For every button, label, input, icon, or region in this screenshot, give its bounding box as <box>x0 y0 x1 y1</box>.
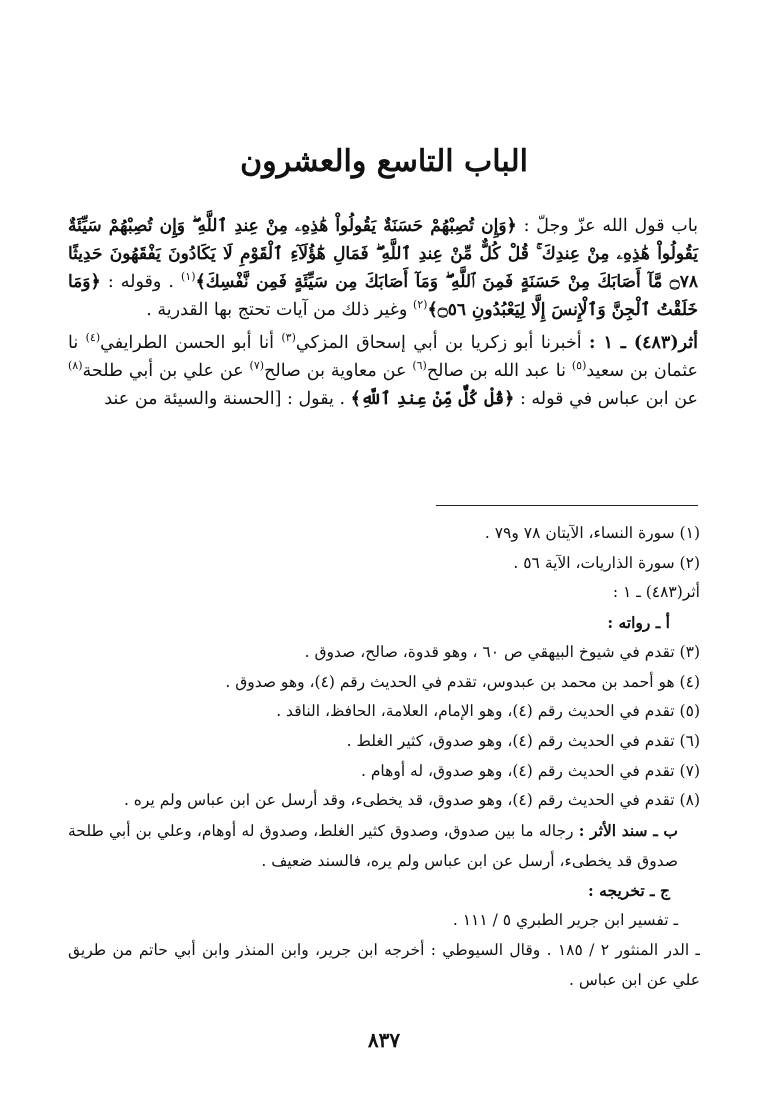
sanad-text: رجاله ما بين صدوق، وصدوق كثير الغلط، وصدوق له أوهام، وعلي بن أبي طلحة صدوق قد يخطىء، أرسل عن ابن عباس ولم يره، فالسند ضعيف . <box>68 822 678 870</box>
sanad-heading: ب ـ سند الأثر : <box>578 821 678 841</box>
ornate-bracket-open: ﴿ <box>506 216 517 236</box>
footnote-7: (٧) تقدم في الحديث رقم (٤)، وهو صدوق، له أوهام . <box>360 761 700 780</box>
quran-verse-nisa: وَإِن تُصِبْهُمْ حَسَنَةٌ يَقُولُواْ هَٰذِهِۦ مِنْ عِندِ ٱللَّهِ ۖ وَإِن تُصِبْهُمْ سَيِّئَةٌ يَقُولُواْ هَٰذِهِۦ مِنْ عِندِكَ ۚ قُلْ كُلٌّ مِّنْ عِندِ ٱللَّهِ ۖ فَمَالِ هَٰٓؤُلَآءِ ٱلْقَوْمِ لَا يَكَادُونَ يَفْقَهُونَ حَدِيثًا ۝٧٨ مَّآ أَصَابَكَ مِنْ حَسَنَةٍ فَمِنَ ٱللَّهِ ۖ وَمَآ أَصَابَكَ مِن سَيِّئَةٍ فَمِن نَّفْسِكَ <box>68 216 699 292</box>
chapter-title: الباب التاسع والعشرون <box>240 144 528 179</box>
footnote-1: (١) سورة النساء، الآيتان ٧٨ و٧٩ . <box>484 524 700 542</box>
ornate-bracket-open: ﴿ <box>504 389 515 409</box>
footnotes <box>68 519 700 995</box>
footnote-ref-3: (٣) <box>281 331 296 345</box>
athar-text-7: عن ابن عباس في قوله : <box>519 389 698 409</box>
athar-text-6: عن علي بن أبي طلحة <box>82 361 244 381</box>
footnote-separator <box>436 505 698 506</box>
athar-text-2: أنا أبو الحسن الطرايفي <box>100 333 274 353</box>
sanad-paragraph <box>68 816 700 876</box>
ornate-bracket-close: ﴾ <box>427 300 438 320</box>
ornate-bracket-close: ﴾ <box>195 272 206 292</box>
ornate-bracket-close: ﴾ <box>350 389 361 409</box>
main-text <box>68 212 698 413</box>
athar-label: أثر(٤٨٣) ـ ١ : <box>589 333 698 353</box>
athar-text-4: نا عبد الله بن صالح <box>426 361 566 381</box>
footnote-ref-8: (٨) <box>68 359 83 373</box>
footnote-ref-7: (٧) <box>249 359 265 373</box>
intro-mid: . وقوله : <box>107 272 174 292</box>
quran-verse-quote: قُلْ كُلٌّ مِّنْ عِندِ ٱللَّهِ <box>360 389 505 409</box>
athar-text-3: نا عثمان بن سعيد <box>68 333 698 381</box>
footnote-ref-2: (٢) <box>412 298 428 312</box>
intro-lead: باب قول الله عزّ وجلّ : <box>523 216 698 236</box>
takhrij-heading: ج ـ تخريجه : <box>588 881 670 901</box>
footnote-3: (٣) تقدم في شيوخ البيهقي ص ٦٠ ، وهو قدوة، صالح، صدوق . <box>304 642 700 661</box>
footnote-ref-6: (٦) <box>412 359 427 373</box>
footnote-2: (٢) سورة الذاريات، الآية ٥٦ . <box>513 553 700 572</box>
footnote-athar-ref: أثر(٤٨٣) ـ ١ : <box>612 583 700 602</box>
ruwat-heading: أ ـ رواته : <box>607 613 670 633</box>
page-number: ٨٣٧ <box>367 1028 401 1052</box>
ornate-bracket-open: ﴿ <box>90 272 101 292</box>
footnote-4: (٤) هو أحمد بن محمد بن عبدوس، تقدم في الحديث رقم (٤)، وهو صدوق . <box>225 672 700 691</box>
footnote-8: (٨) تقدم في الحديث رقم (٤)، وهو صدوق، قد يخطىء، وقد أرسل عن ابن عباس ولم يره . <box>123 791 700 810</box>
takhrij-item-2: ـ الدر المنثور ٢ / ١٨٥ . وقال السيوطي : أخرجه ابن جرير، وابن المنذر وابن أبي حاتم من طريق علي عن ابن عباس . <box>68 940 700 989</box>
intro-tail: وغير ذلك من آيات تحتج بها القدرية . <box>146 300 408 320</box>
quran-verse-dhariyat: وَمَا خَلَقْتُ ٱلْجِنَّ وَٱلْإِنسَ إِلَّا لِيَعْبُدُونِ ۝٥٦ <box>68 272 698 320</box>
footnote-ref-4: (٤) <box>85 331 101 345</box>
takhrij-item-1: ـ تفسير ابن جرير الطبري ٥ / ١١١ . <box>452 911 678 930</box>
footnote-5: (٥) تقدم في الحديث رقم (٤)، وهو الإمام، العلامة، الحافظ، الناقد . <box>276 702 700 721</box>
intro-paragraph <box>68 212 698 324</box>
footnote-6: (٦) تقدم في الحديث رقم (٤)، وهو صدوق، كثير الغلط . <box>346 731 700 750</box>
athar-text-8: . يقول : [الحسنة والسيئة من عند <box>104 389 346 409</box>
athar-text-5: عن معاوية بن صالح <box>264 361 407 381</box>
athar-text-1: أخبرنا أبو زكريا بن أبي إسحاق المزكي <box>295 333 582 353</box>
athar-paragraph <box>68 329 698 413</box>
footnote-ref-5: (٥) <box>571 359 587 373</box>
footnote-ref-1: (١) <box>180 270 196 284</box>
